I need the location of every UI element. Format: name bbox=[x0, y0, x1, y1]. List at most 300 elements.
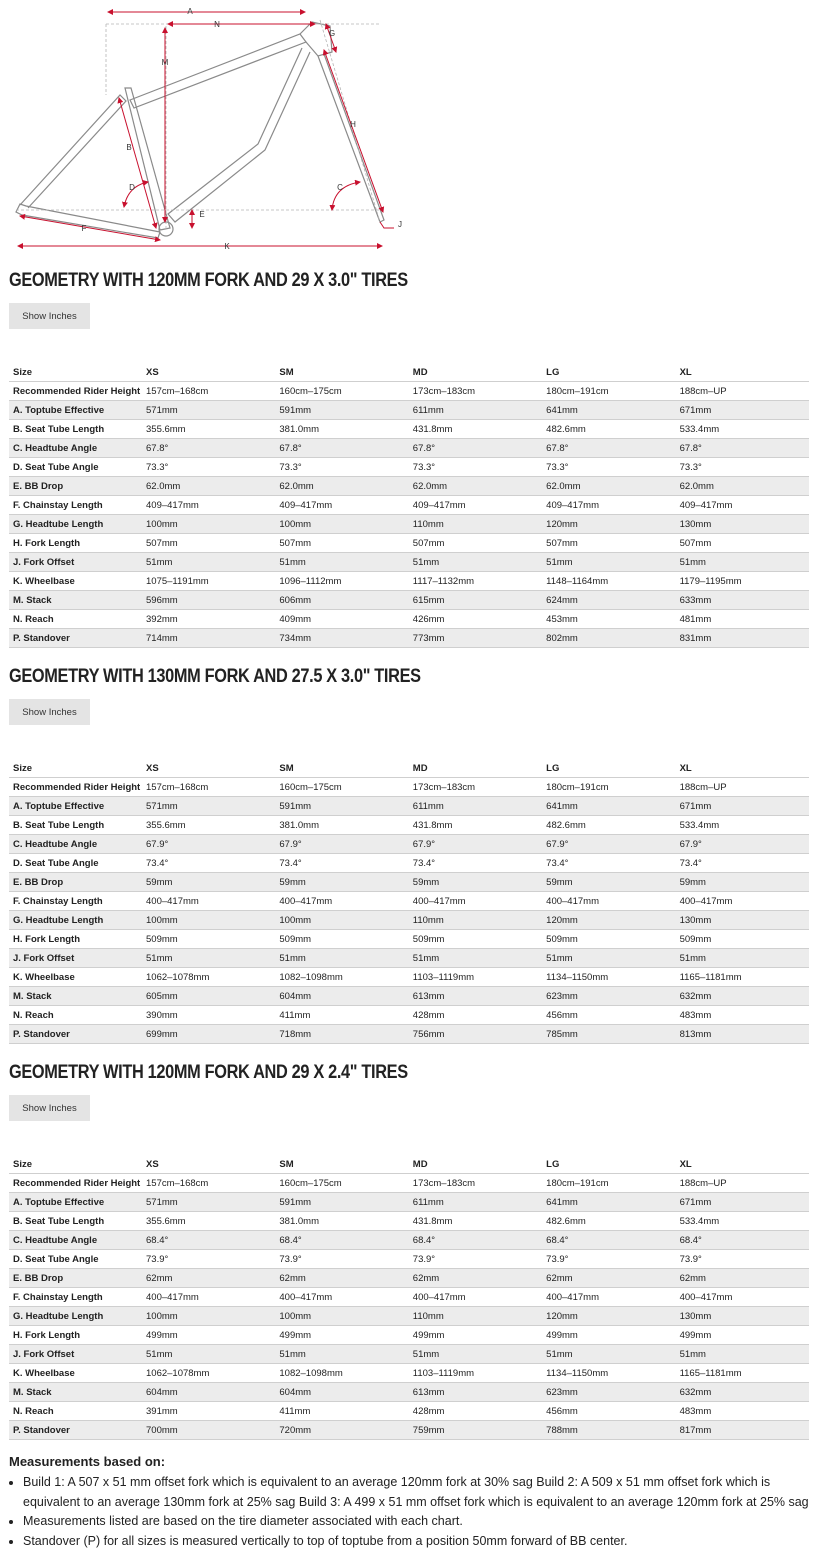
table-row bbox=[9, 382, 809, 401]
row-label: P. Standover bbox=[9, 1025, 142, 1044]
table-cell: 180cm–191cm bbox=[542, 382, 675, 401]
table-cell: 157cm–168cm bbox=[142, 1174, 275, 1193]
table-cell: 611mm bbox=[409, 401, 542, 420]
table-cell: 73.4° bbox=[676, 854, 809, 873]
table-cell: 62.0mm bbox=[275, 477, 408, 496]
table-row bbox=[9, 930, 809, 949]
table-cell: 428mm bbox=[409, 1402, 542, 1421]
table-cell: 110mm bbox=[409, 515, 542, 534]
table-header-row bbox=[9, 1155, 809, 1174]
table-cell: 507mm bbox=[275, 534, 408, 553]
table-cell: 59mm bbox=[275, 873, 408, 892]
notes-list bbox=[9, 1473, 815, 1551]
header-size-1: XS bbox=[142, 363, 275, 382]
table-cell: 483mm bbox=[676, 1006, 809, 1025]
table-cell: 51mm bbox=[542, 1345, 675, 1364]
table-cell: 1103–1119mm bbox=[409, 968, 542, 987]
label-j: J bbox=[398, 220, 402, 229]
table-cell: 73.3° bbox=[142, 458, 275, 477]
header-size-2: SM bbox=[275, 363, 408, 382]
table-cell: 160cm–175cm bbox=[275, 382, 408, 401]
table-cell: 100mm bbox=[142, 515, 275, 534]
row-label: J. Fork Offset bbox=[9, 949, 142, 968]
table-row bbox=[9, 1193, 809, 1212]
table-cell: 173cm–183cm bbox=[409, 382, 542, 401]
table-cell: 100mm bbox=[142, 911, 275, 930]
table-cell: 381.0mm bbox=[275, 420, 408, 439]
table-cell: 51mm bbox=[409, 949, 542, 968]
geometry-section-2 bbox=[9, 665, 809, 1040]
row-label: H. Fork Length bbox=[9, 534, 142, 553]
table-cell: 571mm bbox=[142, 401, 275, 420]
table-cell: 699mm bbox=[142, 1025, 275, 1044]
table-cell: 533.4mm bbox=[676, 816, 809, 835]
table-cell: 428mm bbox=[409, 1006, 542, 1025]
header-size-5: XL bbox=[676, 363, 809, 382]
label-m: M bbox=[161, 58, 169, 67]
table-cell: 1096–1112mm bbox=[275, 572, 408, 591]
table-cell: 633mm bbox=[676, 591, 809, 610]
table-row bbox=[9, 420, 809, 439]
table-cell: 51mm bbox=[676, 949, 809, 968]
geometry-section-1 bbox=[9, 269, 809, 644]
table-cell: 773mm bbox=[409, 629, 542, 648]
label-k: K bbox=[224, 242, 230, 251]
table-cell: 392mm bbox=[142, 610, 275, 629]
table-row bbox=[9, 534, 809, 553]
table-cell: 507mm bbox=[142, 534, 275, 553]
table-cell: 120mm bbox=[542, 911, 675, 930]
table-cell: 499mm bbox=[542, 1326, 675, 1345]
table-cell: 67.8° bbox=[142, 439, 275, 458]
table-cell: 51mm bbox=[542, 553, 675, 572]
table-cell: 671mm bbox=[676, 797, 809, 816]
table-cell: 73.4° bbox=[409, 854, 542, 873]
table-cell: 613mm bbox=[409, 987, 542, 1006]
table-cell: 481mm bbox=[676, 610, 809, 629]
table-cell: 456mm bbox=[542, 1402, 675, 1421]
table-row bbox=[9, 797, 809, 816]
table-cell: 591mm bbox=[275, 797, 408, 816]
table-cell: 641mm bbox=[542, 401, 675, 420]
row-label: H. Fork Length bbox=[9, 930, 142, 949]
table-cell: 51mm bbox=[142, 1345, 275, 1364]
row-label: A. Toptube Effective bbox=[9, 401, 142, 420]
table-cell: 499mm bbox=[142, 1326, 275, 1345]
table-cell: 1062–1078mm bbox=[142, 968, 275, 987]
row-label: C. Headtube Angle bbox=[9, 1231, 142, 1250]
row-label: M. Stack bbox=[9, 1383, 142, 1402]
table-cell: 615mm bbox=[409, 591, 542, 610]
table-row bbox=[9, 1212, 809, 1231]
table-cell: 1179–1195mm bbox=[676, 572, 809, 591]
table-cell: 67.8° bbox=[676, 439, 809, 458]
table-row bbox=[9, 1288, 809, 1307]
table-cell: 67.9° bbox=[676, 835, 809, 854]
table-cell: 51mm bbox=[676, 553, 809, 572]
table-cell: 62mm bbox=[542, 1269, 675, 1288]
header-size: Size bbox=[9, 363, 142, 382]
table-row bbox=[9, 496, 809, 515]
row-label: P. Standover bbox=[9, 1421, 142, 1440]
header-size-2: SM bbox=[275, 759, 408, 778]
row-label: G. Headtube Length bbox=[9, 911, 142, 930]
table-row bbox=[9, 835, 809, 854]
row-label: A. Toptube Effective bbox=[9, 797, 142, 816]
table-cell: 59mm bbox=[142, 873, 275, 892]
table-cell: 1148–1164mm bbox=[542, 572, 675, 591]
geometry-section-3 bbox=[9, 1061, 809, 1436]
table-cell: 409–417mm bbox=[676, 496, 809, 515]
table-cell: 604mm bbox=[275, 1383, 408, 1402]
table-cell: 431.8mm bbox=[409, 816, 542, 835]
table-row bbox=[9, 1421, 809, 1440]
header-size-1: XS bbox=[142, 1155, 275, 1174]
table-cell: 411mm bbox=[275, 1006, 408, 1025]
table-cell: 110mm bbox=[409, 1307, 542, 1326]
table-cell: 591mm bbox=[275, 401, 408, 420]
geometry-table bbox=[9, 1155, 809, 1440]
row-label: D. Seat Tube Angle bbox=[9, 1250, 142, 1269]
table-cell: 73.3° bbox=[542, 458, 675, 477]
row-label: D. Seat Tube Angle bbox=[9, 458, 142, 477]
table-row bbox=[9, 778, 809, 797]
table-cell: 51mm bbox=[142, 553, 275, 572]
row-label: Recommended Rider Height bbox=[9, 382, 142, 401]
row-label: F. Chainstay Length bbox=[9, 496, 142, 515]
table-cell: 571mm bbox=[142, 1193, 275, 1212]
table-cell: 173cm–183cm bbox=[409, 1174, 542, 1193]
label-e: E bbox=[199, 210, 205, 219]
table-cell: 632mm bbox=[676, 1383, 809, 1402]
table-cell: 157cm–168cm bbox=[142, 778, 275, 797]
row-label: B. Seat Tube Length bbox=[9, 1212, 142, 1231]
table-cell: 507mm bbox=[676, 534, 809, 553]
table-cell: 62mm bbox=[142, 1269, 275, 1288]
header-size-1: XS bbox=[142, 759, 275, 778]
table-cell: 720mm bbox=[275, 1421, 408, 1440]
table-cell: 51mm bbox=[142, 949, 275, 968]
table-cell: 160cm–175cm bbox=[275, 778, 408, 797]
geometry-table bbox=[9, 363, 809, 648]
show-inches-button[interactable]: Show Inches bbox=[9, 699, 90, 725]
table-cell: 611mm bbox=[409, 797, 542, 816]
table-cell: 641mm bbox=[542, 1193, 675, 1212]
table-cell: 718mm bbox=[275, 1025, 408, 1044]
table-cell: 188cm–UP bbox=[676, 1174, 809, 1193]
table-header-row bbox=[9, 759, 809, 778]
table-cell: 67.8° bbox=[275, 439, 408, 458]
section-title: GEOMETRY WITH 120MM FORK AND 29 X 3.0" TIRES bbox=[9, 270, 408, 291]
table-cell: 1062–1078mm bbox=[142, 1364, 275, 1383]
table-cell: 1134–1150mm bbox=[542, 1364, 675, 1383]
table-row bbox=[9, 1269, 809, 1288]
show-inches-button[interactable]: Show Inches bbox=[9, 1095, 90, 1121]
row-label: B. Seat Tube Length bbox=[9, 420, 142, 439]
table-cell: 1134–1150mm bbox=[542, 968, 675, 987]
table-cell: 68.4° bbox=[409, 1231, 542, 1250]
label-n: N bbox=[214, 20, 220, 29]
table-cell: 100mm bbox=[275, 515, 408, 534]
table-row bbox=[9, 1307, 809, 1326]
table-row bbox=[9, 515, 809, 534]
table-cell: 533.4mm bbox=[676, 420, 809, 439]
table-cell: 73.9° bbox=[142, 1250, 275, 1269]
table-cell: 1103–1119mm bbox=[409, 1364, 542, 1383]
table-row bbox=[9, 591, 809, 610]
table-cell: 160cm–175cm bbox=[275, 1174, 408, 1193]
table-cell: 73.9° bbox=[676, 1250, 809, 1269]
table-cell: 802mm bbox=[542, 629, 675, 648]
row-label: A. Toptube Effective bbox=[9, 1193, 142, 1212]
table-cell: 355.6mm bbox=[142, 1212, 275, 1231]
row-label: P. Standover bbox=[9, 629, 142, 648]
table-cell: 499mm bbox=[275, 1326, 408, 1345]
row-label: M. Stack bbox=[9, 987, 142, 1006]
table-cell: 400–417mm bbox=[542, 892, 675, 911]
table-row bbox=[9, 987, 809, 1006]
table-cell: 641mm bbox=[542, 797, 675, 816]
table-cell: 785mm bbox=[542, 1025, 675, 1044]
table-cell: 499mm bbox=[676, 1326, 809, 1345]
table-cell: 67.8° bbox=[409, 439, 542, 458]
table-cell: 400–417mm bbox=[142, 1288, 275, 1307]
table-row bbox=[9, 1402, 809, 1421]
table-row bbox=[9, 1006, 809, 1025]
table-cell: 509mm bbox=[142, 930, 275, 949]
table-cell: 409–417mm bbox=[142, 496, 275, 515]
table-cell: 62.0mm bbox=[676, 477, 809, 496]
table-cell: 632mm bbox=[676, 987, 809, 1006]
table-cell: 604mm bbox=[275, 987, 408, 1006]
row-label: K. Wheelbase bbox=[9, 1364, 142, 1383]
table-cell: 59mm bbox=[542, 873, 675, 892]
table-cell: 381.0mm bbox=[275, 816, 408, 835]
table-cell: 509mm bbox=[542, 930, 675, 949]
label-a: A bbox=[187, 7, 193, 16]
table-cell: 62.0mm bbox=[409, 477, 542, 496]
table-cell: 188cm–UP bbox=[676, 778, 809, 797]
label-c: C bbox=[337, 183, 343, 192]
table-row bbox=[9, 892, 809, 911]
table-cell: 51mm bbox=[275, 949, 408, 968]
header-size-2: SM bbox=[275, 1155, 408, 1174]
table-header-row bbox=[9, 363, 809, 382]
table-cell: 62.0mm bbox=[142, 477, 275, 496]
table-cell: 411mm bbox=[275, 1402, 408, 1421]
table-cell: 73.9° bbox=[542, 1250, 675, 1269]
table-cell: 400–417mm bbox=[142, 892, 275, 911]
table-row bbox=[9, 873, 809, 892]
note-item: • Measurements listed are based on the tire diameter associated with each chart. bbox=[23, 1512, 815, 1532]
table-cell: 73.4° bbox=[142, 854, 275, 873]
table-cell: 173cm–183cm bbox=[409, 778, 542, 797]
table-cell: 788mm bbox=[542, 1421, 675, 1440]
row-label: D. Seat Tube Angle bbox=[9, 854, 142, 873]
table-cell: 1082–1098mm bbox=[275, 968, 408, 987]
table-cell: 51mm bbox=[409, 1345, 542, 1364]
table-cell: 813mm bbox=[676, 1025, 809, 1044]
table-cell: 700mm bbox=[142, 1421, 275, 1440]
table-cell: 62mm bbox=[275, 1269, 408, 1288]
table-cell: 73.4° bbox=[275, 854, 408, 873]
table-cell: 100mm bbox=[275, 911, 408, 930]
table-cell: 62mm bbox=[409, 1269, 542, 1288]
table-cell: 671mm bbox=[676, 401, 809, 420]
table-cell: 51mm bbox=[275, 553, 408, 572]
table-cell: 68.4° bbox=[275, 1231, 408, 1250]
table-row bbox=[9, 629, 809, 648]
table-cell: 73.4° bbox=[542, 854, 675, 873]
table-row bbox=[9, 911, 809, 930]
table-cell: 509mm bbox=[275, 930, 408, 949]
table-cell: 355.6mm bbox=[142, 420, 275, 439]
table-cell: 483mm bbox=[676, 1402, 809, 1421]
label-f: F bbox=[81, 224, 87, 233]
row-label: F. Chainstay Length bbox=[9, 892, 142, 911]
table-cell: 180cm–191cm bbox=[542, 1174, 675, 1193]
note-item: • Standover (P) for all sizes is measured vertically to top of toptube from a position 50mm forward of BB center. bbox=[23, 1532, 815, 1552]
table-cell: 507mm bbox=[409, 534, 542, 553]
section-title: GEOMETRY WITH 130MM FORK AND 27.5 X 3.0" TIRES bbox=[9, 666, 421, 687]
row-label: E. BB Drop bbox=[9, 1269, 142, 1288]
row-label: C. Headtube Angle bbox=[9, 439, 142, 458]
table-cell: 59mm bbox=[676, 873, 809, 892]
header-size-3: MD bbox=[409, 363, 542, 382]
table-cell: 426mm bbox=[409, 610, 542, 629]
table-cell: 51mm bbox=[676, 1345, 809, 1364]
table-row bbox=[9, 477, 809, 496]
row-label: J. Fork Offset bbox=[9, 553, 142, 572]
table-cell: 73.9° bbox=[409, 1250, 542, 1269]
table-cell: 734mm bbox=[275, 629, 408, 648]
header-size-3: MD bbox=[409, 759, 542, 778]
header-size-4: LG bbox=[542, 759, 675, 778]
table-cell: 507mm bbox=[542, 534, 675, 553]
table-cell: 400–417mm bbox=[676, 1288, 809, 1307]
table-cell: 624mm bbox=[542, 591, 675, 610]
table-row bbox=[9, 439, 809, 458]
table-cell: 1117–1132mm bbox=[409, 572, 542, 591]
label-h: H bbox=[350, 120, 356, 129]
table-cell: 613mm bbox=[409, 1383, 542, 1402]
table-cell: 604mm bbox=[142, 1383, 275, 1402]
header-size: Size bbox=[9, 759, 142, 778]
row-label: G. Headtube Length bbox=[9, 1307, 142, 1326]
table-cell: 482.6mm bbox=[542, 1212, 675, 1231]
table-cell: 67.9° bbox=[409, 835, 542, 854]
row-label: N. Reach bbox=[9, 610, 142, 629]
table-cell: 67.9° bbox=[275, 835, 408, 854]
table-cell: 533.4mm bbox=[676, 1212, 809, 1231]
frame-outline bbox=[16, 22, 384, 238]
table-row bbox=[9, 1383, 809, 1402]
row-label: Recommended Rider Height bbox=[9, 778, 142, 797]
frame-geometry-diagram bbox=[0, 0, 420, 258]
table-cell: 831mm bbox=[676, 629, 809, 648]
table-row bbox=[9, 854, 809, 873]
notes-title: Measurements based on: bbox=[9, 1454, 166, 1469]
table-cell: 73.9° bbox=[275, 1250, 408, 1269]
table-cell: 130mm bbox=[676, 1307, 809, 1326]
table-cell: 188cm–UP bbox=[676, 382, 809, 401]
show-inches-button[interactable]: Show Inches bbox=[9, 303, 90, 329]
table-cell: 482.6mm bbox=[542, 816, 675, 835]
table-cell: 73.3° bbox=[275, 458, 408, 477]
row-label: K. Wheelbase bbox=[9, 572, 142, 591]
row-label: E. BB Drop bbox=[9, 477, 142, 496]
header-size: Size bbox=[9, 1155, 142, 1174]
table-cell: 355.6mm bbox=[142, 816, 275, 835]
table-cell: 120mm bbox=[542, 1307, 675, 1326]
table-cell: 756mm bbox=[409, 1025, 542, 1044]
table-cell: 381.0mm bbox=[275, 1212, 408, 1231]
section-title: GEOMETRY WITH 120MM FORK AND 29 X 2.4" TIRES bbox=[9, 1062, 408, 1083]
row-label: F. Chainstay Length bbox=[9, 1288, 142, 1307]
table-cell: 130mm bbox=[676, 515, 809, 534]
header-size-4: LG bbox=[542, 1155, 675, 1174]
table-row bbox=[9, 1231, 809, 1250]
table-cell: 509mm bbox=[676, 930, 809, 949]
measurement-notes bbox=[9, 1454, 815, 1551]
table-row bbox=[9, 458, 809, 477]
row-label: N. Reach bbox=[9, 1402, 142, 1421]
table-cell: 400–417mm bbox=[676, 892, 809, 911]
table-cell: 157cm–168cm bbox=[142, 382, 275, 401]
geometry-table bbox=[9, 759, 809, 1044]
row-label: M. Stack bbox=[9, 591, 142, 610]
table-cell: 67.9° bbox=[542, 835, 675, 854]
note-item: • Build 1: A 507 x 51 mm offset fork which is equivalent to an average 120mm fork at 30% sag Build 2: A 509 x 51 mm offset fork which is equivalent to an average 130mm fork at 25% sag Build 3: A 499 x 51 mm offset fork which is equivalent to an average 120mm fork at 25% sag bbox=[23, 1473, 815, 1512]
table-cell: 409–417mm bbox=[409, 496, 542, 515]
table-cell: 400–417mm bbox=[275, 892, 408, 911]
table-cell: 51mm bbox=[409, 553, 542, 572]
table-cell: 59mm bbox=[409, 873, 542, 892]
table-cell: 180cm–191cm bbox=[542, 778, 675, 797]
table-cell: 482.6mm bbox=[542, 420, 675, 439]
table-cell: 67.9° bbox=[142, 835, 275, 854]
table-cell: 671mm bbox=[676, 1193, 809, 1212]
label-b: B bbox=[126, 143, 132, 152]
table-cell: 68.4° bbox=[676, 1231, 809, 1250]
table-row bbox=[9, 1345, 809, 1364]
table-cell: 409mm bbox=[275, 610, 408, 629]
table-cell: 1075–1191mm bbox=[142, 572, 275, 591]
header-size-5: XL bbox=[676, 759, 809, 778]
header-size-4: LG bbox=[542, 363, 675, 382]
table-cell: 391mm bbox=[142, 1402, 275, 1421]
table-cell: 100mm bbox=[142, 1307, 275, 1326]
table-cell: 431.8mm bbox=[409, 1212, 542, 1231]
row-label: N. Reach bbox=[9, 1006, 142, 1025]
table-row bbox=[9, 1326, 809, 1345]
table-cell: 1165–1181mm bbox=[676, 1364, 809, 1383]
row-label: K. Wheelbase bbox=[9, 968, 142, 987]
table-cell: 51mm bbox=[542, 949, 675, 968]
table-row bbox=[9, 401, 809, 420]
table-cell: 130mm bbox=[676, 911, 809, 930]
row-label: B. Seat Tube Length bbox=[9, 816, 142, 835]
label-g: G bbox=[328, 29, 336, 38]
table-cell: 400–417mm bbox=[409, 1288, 542, 1307]
row-label: H. Fork Length bbox=[9, 1326, 142, 1345]
row-label: E. BB Drop bbox=[9, 873, 142, 892]
table-cell: 67.8° bbox=[542, 439, 675, 458]
label-d: D bbox=[129, 183, 135, 192]
table-row bbox=[9, 1364, 809, 1383]
table-row bbox=[9, 1174, 809, 1193]
table-row bbox=[9, 949, 809, 968]
